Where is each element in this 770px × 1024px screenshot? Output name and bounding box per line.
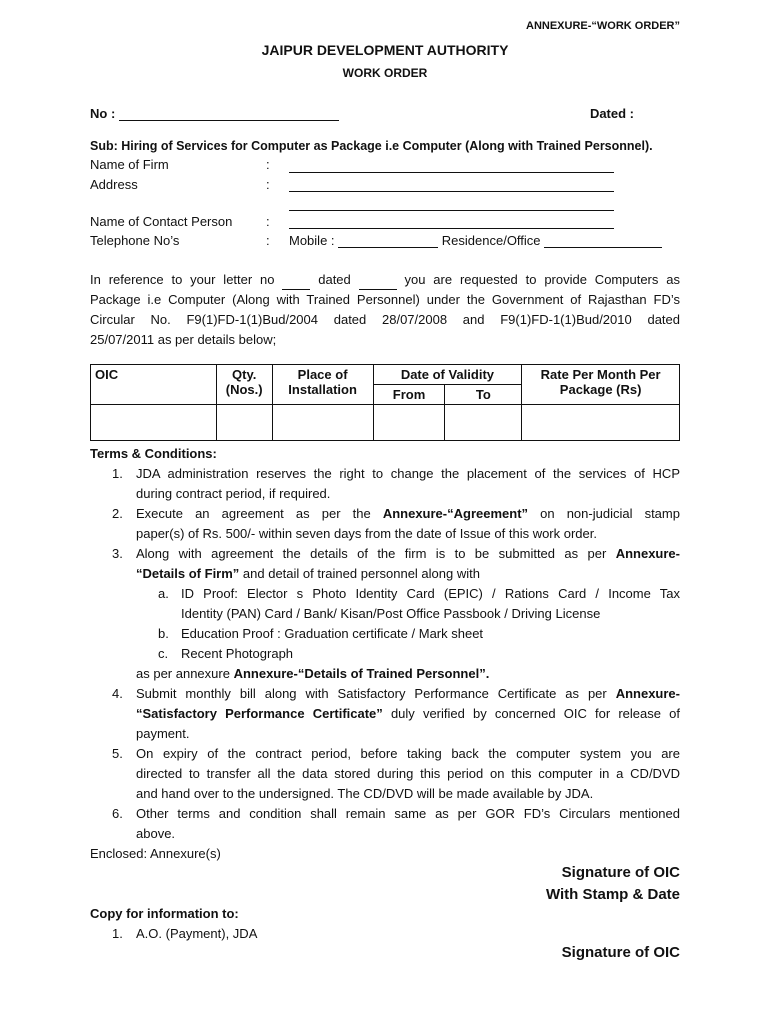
term-3a-line-1: ID Proof: Elector s Photo Identity Card (EPIC) / Rations Card / Income Tax <box>181 586 680 601</box>
term-4-line-1 <box>136 684 680 704</box>
contact-label: Name of Contact Person <box>90 214 233 229</box>
term-4-certificate: “Satisfactory Performance Certificate” <box>136 706 383 721</box>
reference-line-3: Circular No. F9(1)FD-1(1)Bud/2004 dated 28/07/2008 and F9(1)FD-1(1)Bud/2010 dated <box>90 312 680 327</box>
firm-blank <box>289 172 614 173</box>
signature-oic-label: Signature of OIC <box>561 864 680 881</box>
col-validity: Date of Validity <box>373 365 522 385</box>
col-oic: OIC <box>91 365 217 405</box>
term-1 <box>90 464 680 504</box>
term-4-line-3: payment. <box>136 726 190 741</box>
term-2-annexure-agreement: Annexure-“Agreement” <box>382 506 529 521</box>
dated-label: Dated : <box>589 106 634 121</box>
table-header-row <box>91 365 680 385</box>
term-3b <box>90 624 680 644</box>
term-3-annexure: Annexure- <box>615 546 680 561</box>
term-4-annexure: Annexure- <box>615 686 680 701</box>
residence-blank <box>544 235 662 248</box>
cell-to <box>445 405 522 441</box>
cell-qty <box>216 405 272 441</box>
reference-line-2: Package i.e Computer (Along with Trained Personnel) under the Government of Rajasthan FD’s <box>90 292 680 307</box>
address-blank-2 <box>289 210 614 211</box>
col-place <box>272 365 373 405</box>
reference-text-b: dated <box>318 272 351 287</box>
annexure-label: ANNEXURE-“WORK ORDER” <box>526 20 680 32</box>
term-4-number: 4. <box>112 686 123 701</box>
cell-rate <box>522 405 680 441</box>
telephone-colon: : <box>266 233 270 248</box>
term-5-number: 5. <box>112 746 123 761</box>
reference-text-c: you are requested to provide Computers as <box>404 272 680 287</box>
col-qty <box>216 365 272 405</box>
term-3-details-of-firm: “Details of Firm” <box>136 566 240 581</box>
cell-oic <box>91 405 217 441</box>
term-2-line-2: paper(s) of Rs. 500/- within seven days from the date of Issue of this work order. <box>136 526 597 541</box>
col-place-line-2: Installation <box>288 382 357 397</box>
no-blank <box>119 108 339 121</box>
term-3b-line-1: Education Proof : Graduation certificate / Mark sheet <box>181 626 484 641</box>
term-3c-line-1: Recent Photograph <box>181 646 294 661</box>
term-3-line-2 <box>136 564 680 584</box>
signature-block-2: Signature of OIC <box>561 944 680 961</box>
letter-no-blank <box>282 277 310 290</box>
term-6 <box>90 804 680 844</box>
term-3-text-a: Along with agreement the details of the firm is to be submitted as per <box>136 546 607 561</box>
copy-heading: Copy for information to: <box>90 906 239 921</box>
col-place-line-1: Place of <box>297 367 348 382</box>
term-3-trained-personnel: Annexure-“Details of Trained Personnel” <box>233 666 486 681</box>
term-1-line-2: during contract period, if required. <box>136 486 331 501</box>
col-qty-line-2: (Nos.) <box>225 382 263 397</box>
term-2-text-a: Execute an agreement as per the <box>136 506 371 521</box>
firm-colon: : <box>266 157 270 172</box>
term-6-number: 6. <box>112 806 123 821</box>
contact-colon: : <box>266 214 270 229</box>
reference-line-1 <box>90 270 680 290</box>
term-4-line-2 <box>136 704 680 724</box>
term-1-line-1: JDA administration reserves the right to change the placement of the services of HCP <box>136 466 680 481</box>
signature-block-1 <box>546 862 680 906</box>
term-3c-number: c. <box>158 646 169 661</box>
residence-label: Residence/Office <box>441 233 541 248</box>
signature-stamp-date-label: With Stamp & Date <box>545 886 680 903</box>
term-3-end-period: . <box>485 666 490 681</box>
terms-heading: Terms & Conditions: <box>90 446 217 461</box>
term-2 <box>90 504 680 544</box>
col-qty-line-1: Qty. <box>232 367 257 382</box>
term-3-text-b: and detail of trained personnel along with <box>242 566 480 581</box>
document-subtitle: WORK ORDER <box>342 66 428 80</box>
firm-label: Name of Firm <box>90 157 169 172</box>
term-6-line-1: Other terms and condition shall remain same as per GOR FD’s Circulars mentioned <box>136 806 680 821</box>
term-5-line-1: On expiry of the contract period, before taking back the computer system you are <box>136 746 680 761</box>
telephone-label: Telephone No’s <box>90 233 180 248</box>
term-5-line-2: directed to transfer all the data stored during this period on this computer in a CD/DVD <box>136 766 680 781</box>
term-4 <box>90 684 680 744</box>
copy-item-1-text: A.O. (Payment), JDA <box>136 926 258 941</box>
copy-item-1-number: 1. <box>112 926 123 941</box>
term-1-number: 1. <box>112 466 123 481</box>
term-3 <box>90 544 680 584</box>
col-rate-line-1: Rate Per Month Per <box>540 367 661 382</box>
term-2-number: 2. <box>112 506 123 521</box>
term-4-text-a: Submit monthly bill along with Satisfactory Performance Certificate as per <box>136 686 607 701</box>
contact-blank <box>289 228 614 229</box>
col-rate <box>522 365 680 405</box>
no-label: No : <box>90 106 116 121</box>
col-rate-line-2: Package (Rs) <box>559 382 642 397</box>
term-3b-number: b. <box>158 626 169 641</box>
address-colon: : <box>266 177 270 192</box>
cell-from <box>373 405 445 441</box>
enclosed-line: Enclosed: Annexure(s) <box>90 846 221 861</box>
mobile-label: Mobile : <box>289 233 335 248</box>
term-3-number: 3. <box>112 546 123 561</box>
term-3-line-1 <box>136 544 680 564</box>
subject-line: Sub: Hiring of Services for Computer as Package i.e Computer (Along with Trained Personnel). <box>90 139 653 153</box>
order-table <box>90 364 680 441</box>
term-3-ending <box>90 664 680 684</box>
term-3a-line-2: Identity (PAN) Card / Bank/ Kisan/Post Office Passbook / Driving License <box>181 606 601 621</box>
col-to: To <box>445 385 522 405</box>
term-3a-number: a. <box>158 586 169 601</box>
term-5 <box>90 744 680 804</box>
term-2-line-1 <box>136 504 680 524</box>
term-2-text-c: on non-judicial stamp <box>540 506 680 521</box>
address-blank-1 <box>289 191 614 192</box>
reference-paragraph <box>90 270 680 350</box>
cell-place <box>272 405 373 441</box>
term-3c <box>90 644 680 664</box>
term-4-text-b: duly verified by concerned OIC for release of <box>390 706 680 721</box>
no-field <box>90 106 339 121</box>
mobile-blank <box>338 235 438 248</box>
term-3-end-text: as per annexure <box>136 666 230 681</box>
terms-section <box>90 444 680 864</box>
col-from: From <box>373 385 445 405</box>
term-6-line-2: above. <box>136 826 176 841</box>
term-3a <box>90 584 680 624</box>
term-5-line-3: and hand over to the undersigned. The CD/DVD will be made available by JDA. <box>136 786 594 801</box>
address-label: Address <box>90 177 138 192</box>
letter-date-blank <box>359 277 397 290</box>
table-row <box>91 405 680 441</box>
telephone-values <box>289 233 662 248</box>
reference-text-a: In reference to your letter no <box>90 272 275 287</box>
reference-line-4: 25/07/2011 as per details below; <box>90 332 277 347</box>
document-title: JAIPUR DEVELOPMENT AUTHORITY <box>261 42 509 58</box>
